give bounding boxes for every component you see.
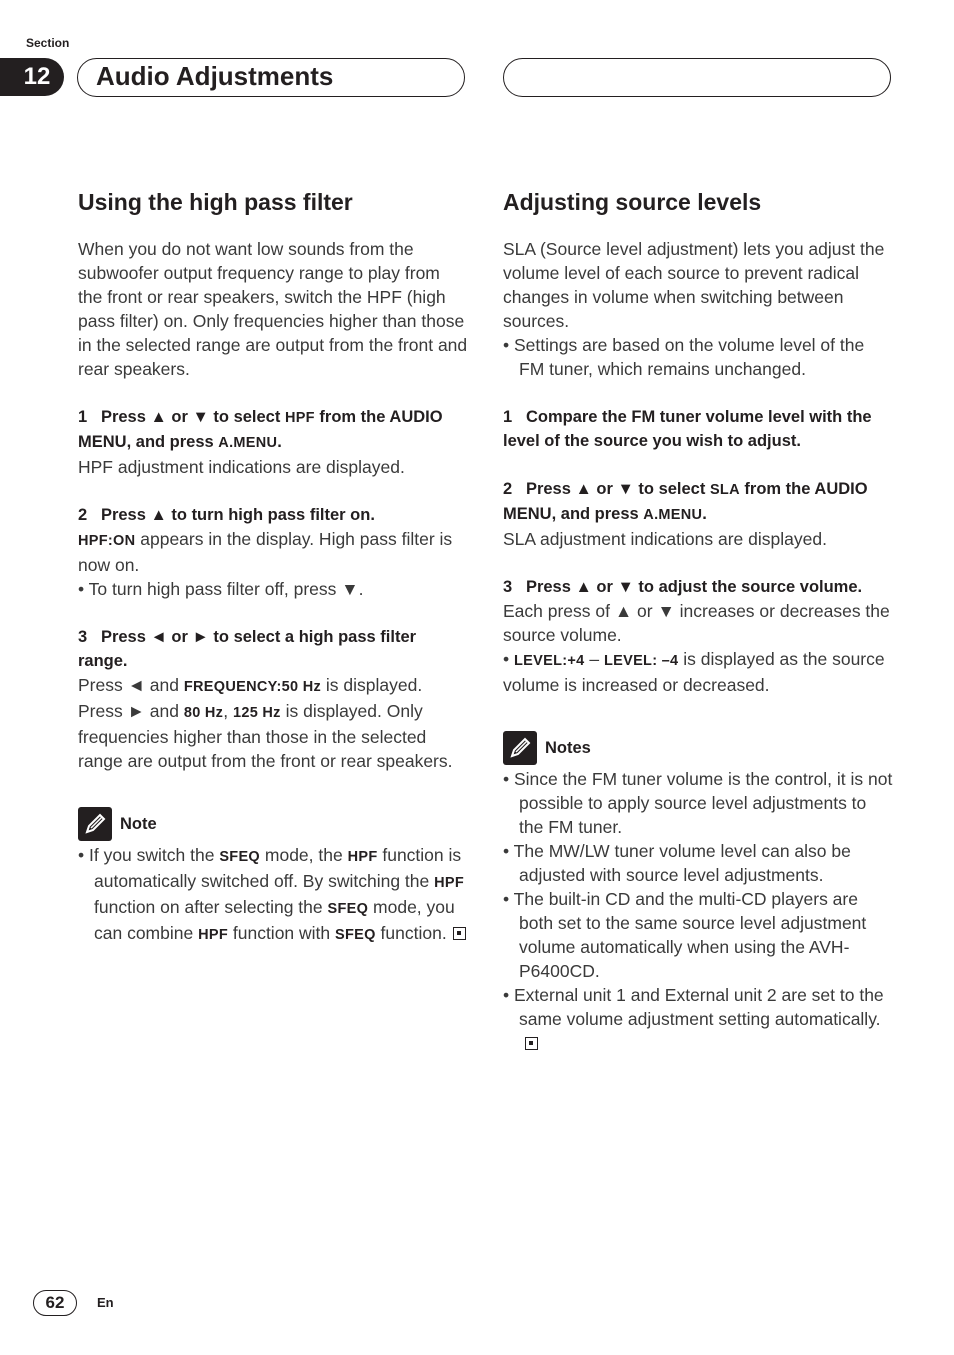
page-number: 62 xyxy=(33,1290,77,1316)
right-intro-bullet: • Settings are based on the volume level of the FM tuner, which remains unchanged. xyxy=(503,335,865,379)
end-mark-icon xyxy=(453,927,466,940)
left-step-2-body: HPF:ON appears in the display. High pass filter is now on. xyxy=(78,529,453,575)
note-label: Note xyxy=(120,815,157,833)
notes-item: • External unit 1 and External unit 2 are set to the same volume adjustment setting automatically. xyxy=(503,983,893,1055)
left-column xyxy=(78,186,468,947)
right-step-2: 2 Press ▲ or ▼ to select SLA from the AUDIO MENU, and press A.MENU. xyxy=(503,480,868,523)
section-label: Section xyxy=(26,36,70,50)
left-step-3: 3 Press ◄ or ► to select a high pass filter range. xyxy=(78,628,417,670)
left-step-1: 1 Press ▲ or ▼ to select HPF from the AUDIO MENU, and press A.MENU. xyxy=(78,408,443,451)
notes-item: • The built-in CD and the multi-CD players are both set to the same source level adjustment volume automatically when using the AVH-P6400CD. xyxy=(503,889,867,981)
left-step-3-body: Press ◄ and FREQUENCY:50 Hz is displayed. Press ► and 80 Hz, 125 Hz is displayed. Only frequencies higher than those in the selected range are output from the front or rear speakers. xyxy=(78,675,453,771)
left-step-2-bullet: • To turn high pass filter off, press ▼. xyxy=(78,579,364,599)
notes-item: • The MW/LW tuner volume level can also be adjusted with source level adjustments. xyxy=(503,841,851,885)
notes-header xyxy=(503,731,893,765)
right-step-3-bullet: • LEVEL:+4 – LEVEL: –4 is displayed as the source volume is increased or decreased. xyxy=(503,649,885,695)
section-number: 12 xyxy=(0,58,64,96)
right-step-2-body: SLA adjustment indications are displayed. xyxy=(503,529,827,549)
pencil-note-icon xyxy=(503,731,537,765)
pencil-note-icon xyxy=(78,807,112,841)
right-heading: Adjusting source levels xyxy=(503,189,762,215)
left-heading: Using the high pass filter xyxy=(78,189,353,215)
notes-label: Notes xyxy=(545,739,591,757)
page-title: Audio Adjustments xyxy=(77,58,465,97)
left-intro: When you do not want low sounds from the subwoofer output frequency range to play from the front or rear speakers, switch the HPF (high pass filter) on. Only frequencies higher than those in the selected range are output from the front and rear speakers. xyxy=(78,239,468,379)
left-step-2: 2 Press ▲ to turn high pass filter on. xyxy=(78,506,375,524)
notes-item: • Since the FM tuner volume is the control, it is not possible to apply source level adjustments to the FM tuner. xyxy=(503,769,893,837)
header-empty-box xyxy=(503,58,891,97)
right-column xyxy=(503,186,893,1055)
right-step-1: 1 Compare the FM tuner volume level with the level of the source you wish to adjust. xyxy=(503,408,872,450)
language-label: En xyxy=(97,1295,114,1310)
left-step-1-body: HPF adjustment indications are displayed. xyxy=(78,457,405,477)
right-step-3: 3 Press ▲ or ▼ to adjust the source volume. xyxy=(503,578,863,596)
end-mark-icon xyxy=(525,1037,538,1050)
note-item: • If you switch the SFEQ mode, the HPF function is automatically switched off. By switching the HPF function on after selecting the SFEQ mode, you can combine HPF function with SFEQ function. xyxy=(78,845,465,943)
note-header xyxy=(78,807,468,841)
right-intro: SLA (Source level adjustment) lets you adjust the volume level of each source to prevent radical changes in volume when switching between sources. xyxy=(503,239,885,331)
right-step-3-body: Each press of ▲ or ▼ increases or decreases the source volume. xyxy=(503,601,890,645)
